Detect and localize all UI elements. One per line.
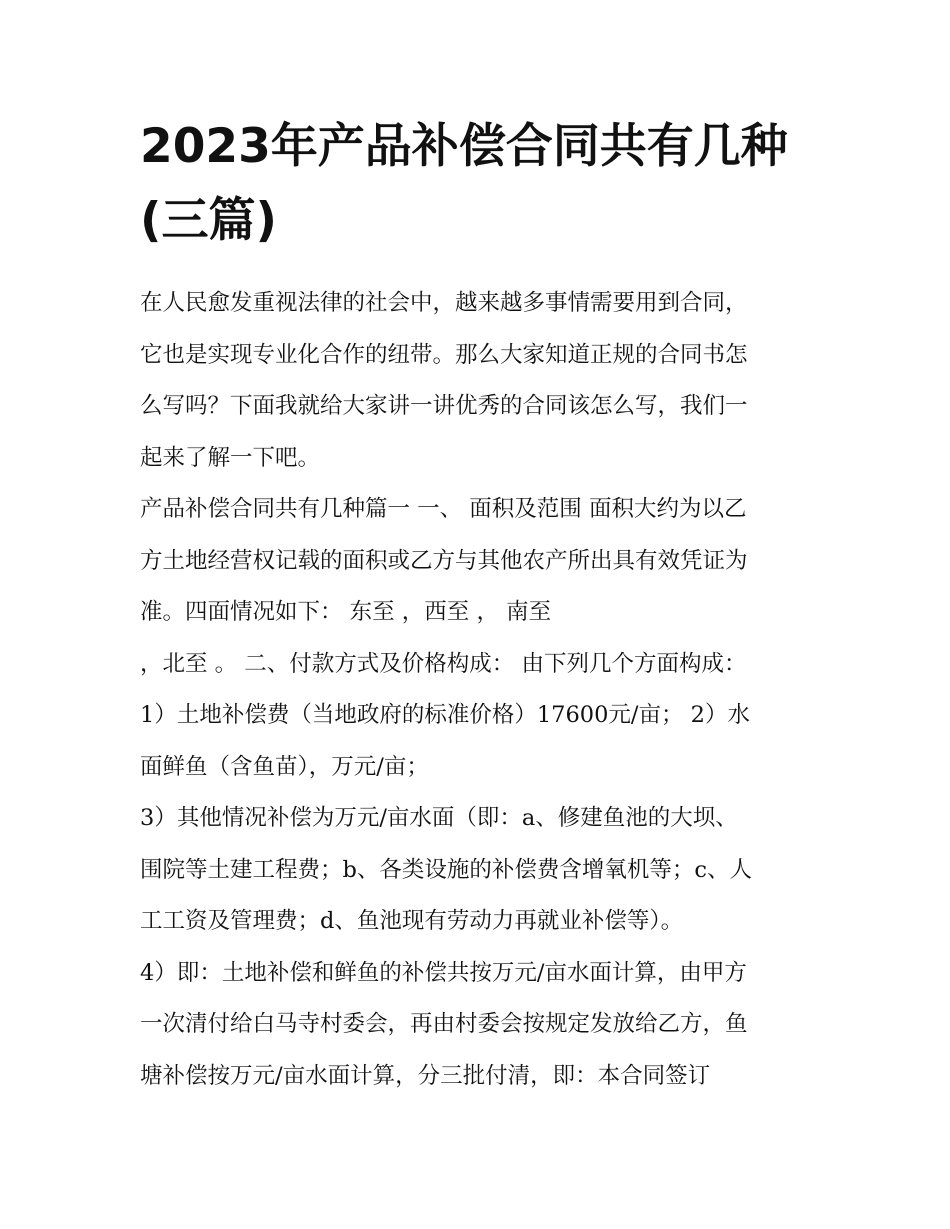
body-line: 么写吗？下面我就给大家讲一讲优秀的合同该怎么写，我们一 [140,393,748,419]
body-line: 准。四面情况如下： 东至 ，西至 ， 南至 [140,599,552,625]
body-line: 在人民愈发重视法律的社会中，越来越多事情需要用到合同， [140,290,748,316]
body-line: 方土地经营权记载的面积或乙方与其他农产所出具有效凭证为 [140,547,748,574]
body-line: 3）其他情况补偿为万元/亩水面（即：a、修建鱼池的大坝、 [140,805,738,831]
body-line: 塘补偿按万元/亩水面计算，分三批付清，即：本合同签订 [140,1062,711,1089]
body-line: ，北至 。 二、付款方式及价格构成： 由下列几个方面构成： [140,650,747,677]
document-body [140,278,830,1102]
body-line: 工工资及管理费；d、鱼池现有劳动力再就业补偿等）。 [140,908,684,934]
body-line: 它也是实现专业化合作的纽带。那么大家知道正规的合同书怎 [140,341,748,368]
body-line: 围院等土建工程费；b、各类设施的补偿费含增氧机等；c、人 [140,856,753,883]
body-line: 1）土地补偿费（当地政府的标准价格）17600元/亩； 2）水 [140,702,750,728]
body-line: 4）即：土地补偿和鲜鱼的补偿共按万元/亩水面计算，由甲方 [140,959,747,986]
body-line: 一次清付给白马寺村委会，再由村委会按规定发放给乙方，鱼 [140,1011,748,1037]
body-line: 产品补偿合同共有几种篇一 一、 面积及范围 面积大约为以乙 [140,496,747,522]
title-line: 2023年产品补偿合同共有几种 [140,119,788,174]
body-line: 面鲜鱼（含鱼苗），万元/亩； [140,753,429,780]
body-line: 起来了解一下吧。 [140,444,321,471]
document-title [140,110,830,258]
title-line: (三篇) [140,193,277,248]
